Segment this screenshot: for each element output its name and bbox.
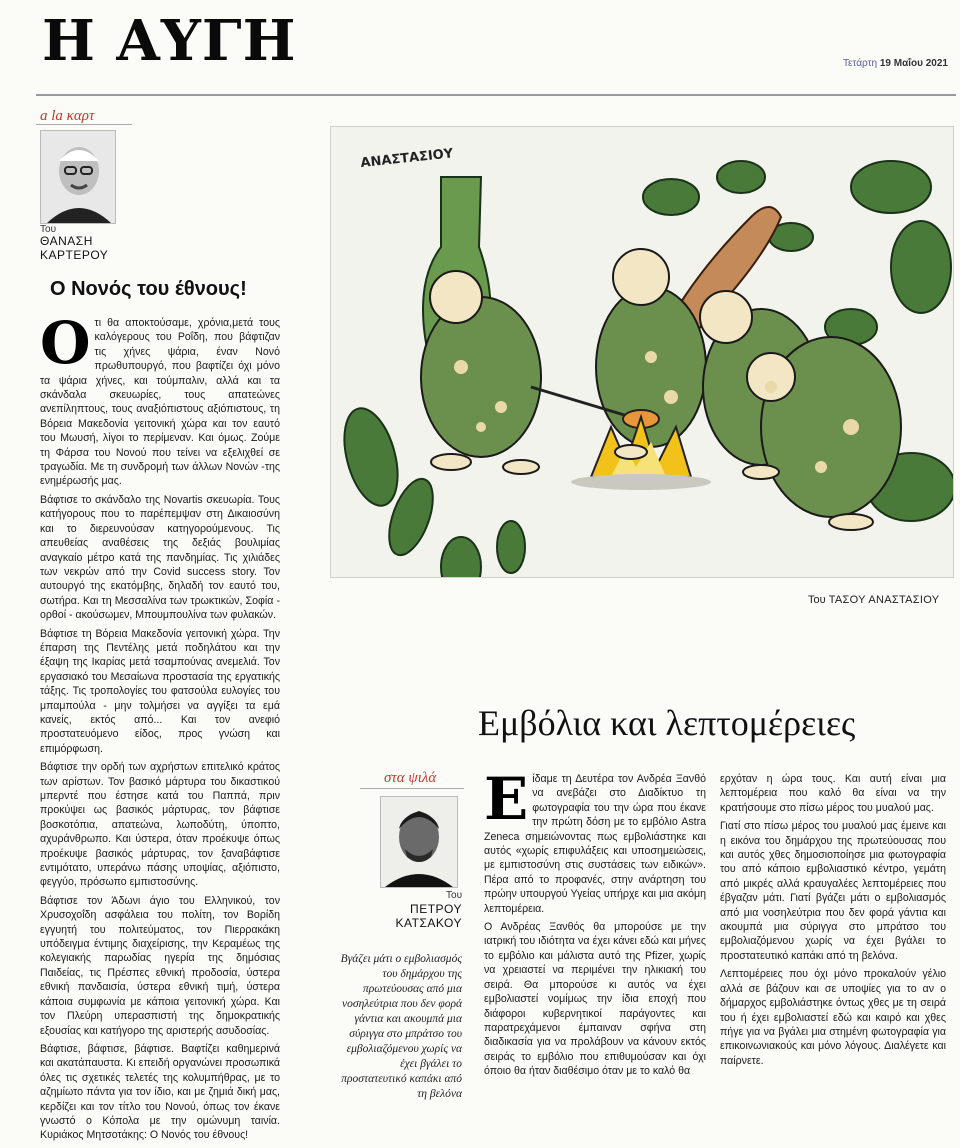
cartoon-credit-prefix: Του — [808, 594, 826, 606]
article-body-nonos — [40, 316, 280, 1146]
date-weekday: Τετάρτη — [842, 58, 878, 69]
column-rubric-a-la-carte: a la καρτ — [40, 108, 95, 124]
paragraph: Γιατί στο πίσω μέρος του μυαλού μας έμεινε και η εικόνα του δημάρχου της πρωτεύουσας που και αυτός χθες δημοσιοποίησε μια φωτογραφία του από κάποιο εμβολιαστικό κέντρο, γεμάτη από μικρές αλλά κραυγαλέες λεπτομέρειες που έβγαζαν μάτι. Γιατί βγάζει μάτι ο εμβολιασμός από μια νοσηλεύτρια που δεν φορά γάντια και ακουμπά μια σύριγγα στο μπράτσο του εμβολιαζόμενου χωρίς να έχει βγάλει το προστατευτικό καπάκι από τη βελόνα. — [720, 820, 946, 962]
author-name-line2: ΚΑΡΤΕΡΟΥ — [40, 248, 109, 262]
author-photo-karteros — [40, 130, 116, 224]
article-headline-nonos: Ο Νονός του έθνους! — [50, 278, 247, 300]
author-name-line2: ΚΑΤΣΑΚΟΥ — [395, 916, 462, 930]
date-value: 19 Μαΐου 2021 — [879, 58, 948, 69]
paragraph: Βάφτισε το σκάνδαλο της Novartis σκευωρία. Τους κατήγορους που το παρέπεμψαν στη Δικαιοσύνη και το διερευνούσαν κατηγορούμενους. Τις απευθείας αναθέσεις της δεξιάς βουλιμίας αναγκαίο μέτρο κατά της πανδημίας. Τις χιλιάδες των νεκρών από την Covid success story. Τον αυτουργό της εκατόμβης, δηλαδή τον εαυτό του, σωτήρα. Και τη Μεσσαλίνα των τρωκτικών, Σοφία - ορθοί - ακούσωμεν, Μπουμπουλίνα των φυλακών. — [40, 493, 280, 622]
author-photo-katsakos — [380, 796, 458, 888]
paragraph: ερχόταν η ώρα τους. Και αυτή είναι μια λεπτομέρεια που καλό θα είναι να την κρατήσουμε στο πίσω μέρος του μυαλού μας. — [720, 773, 946, 814]
cartoon-signature: ΑΝΑΣΤΑΣΙΟΥ — [359, 146, 454, 171]
paragraph: τι θα αποκτούσαμε, χρόνια,μετά τους καλόγερους του Ροΐδη, που βάφτιζαν τις χήνες ψάρια, έναν Νονό πρωθυπουργό, που βαφτίζει όχι μόνο τα ψάρια χήνες, και τούμπαλιν, αλλά και τα σκάνδαλα σκευωρίες, τους απατεώνες ανεπίληπτους, τους αναξιόπιστους αξιόπιστους, τη Βόρεια Μακεδονία γειτονική χώρα και τον εαυτό του Μωυσή, λίγοι το περίμεναν. Και όμως. Ζούμε τη Φάρσα του Νονού που τείνει να εξελιχθεί σε τραγωδία. Με τη συνδρομή των άλλων Νονών -της ενημέρωσής μας. — [40, 317, 280, 488]
cartoon-illustration — [331, 127, 953, 577]
paragraph: Βάφτισε, βάφτισε, βάφτισε. Βαφτίζει καθημερινά και ακατάπαυστα. Κι επειδή οργανώνει προσωπικά όλες τις σχετικές τελετές της κολυμπήθρας, με το αζημίωτο πάντα για τον ίδιο, και με ζημιά δική μας, κερδίζει και τον τίτλο του Νονού, όπως τον έκανε γνωστό ο Κόπολα με την ομώνυμη ταινία. Κυριάκος Μητσοτάκης: Ο Νονός του έθνους! — [40, 1042, 280, 1142]
paragraph: Βάφτισε τον Άδωνι άγιο του Ελληνικού, τον Χρυσοχοΐδη ασφάλεια του πολίτη, τον Βορίδη εγγυητή του πολιτεύματος, τον Πιερρακάκη υπόδειγμα έντιμης διαχείρισης, την Κεραμέως της κολεγιακής παρωδίας ηγερία της δημόσιας Παιδείας, τις Πρέσπες εθνική προδοσία, ύστερα εθνική πανδαισία, ύστερα εθνική τιμή, ύστερα κάποια συμφωνία με κάποια γειτονική χώρα. Και τον Πλεύρη υπερασπιστή της δημοκρατικής εξουσίας και κατήγορο της αριστερής ασυδοσίας. — [40, 894, 280, 1037]
paragraph: Βάφτισε την ορδή των αχρήστων επιτελικό κράτος των αρίστων. Τον βασικό μάρτυρα του δικαστικού μπερντέ που έστησε κατά του Παππά, πριν προκύψει ως βασικός μάρτυρας, τον βάφτισε βοσκοτόπια, απατεώνα, λωποδύτη, ύποπτο, αχυράνθρωπο. Και ύστερα, όταν προέκυψε όπως προέκυψε βασικός μάρτυρας, τον ξαναβάφτισε εντιμότατο, υπεράνω πάσης υποψίας, αξιόπιστο, φεγγύο, πρόσωπο εμπιστοσύνης. — [40, 761, 280, 889]
masthead-divider — [36, 94, 956, 96]
issue-date — [843, 58, 948, 69]
cartoon-credit — [808, 594, 939, 606]
rubric-rule — [360, 788, 464, 789]
byline-prefix: Του — [446, 890, 463, 901]
byline-prefix: Του — [40, 224, 57, 235]
editorial-cartoon — [330, 126, 954, 578]
author-name-line1: ΘΑΝΑΣΗ — [40, 234, 93, 248]
newspaper-masthead: Η ΑΥΓΗ — [42, 8, 297, 74]
paragraph: Βάφτισε τη Βόρεια Μακεδονία γειτονική χώρα. Την έπαρση της Πεντέλης μετά ποδηλάτου και την έξαψη της Ικαρίας μετά τσαμπούνας ανεμελιά. Τον εργασιακό του Μεσαίωνα προστασία της εργατικής τάξης. Τις τροπολογίες του φατσούλα ευλογίες του μπαμπούλα - μην τολμήσει να αγγίξει τα εμά κανείς, εκτός από... Και τον ανεφιό προστατευόμενο είδος, προς γνώση και επιμόρφωση. — [40, 627, 280, 755]
author-name-line1: ΠΕΤΡΟΥ — [410, 902, 462, 916]
rubric-rule — [36, 124, 132, 125]
cartoon-credit-name: ΤΑΣΟΥ ΑΝΑΣΤΑΣΙΟΥ — [828, 594, 940, 606]
article-body-emvolia-col2 — [720, 772, 946, 1144]
dropcap-letter: Ο — [40, 316, 91, 377]
pull-quote: Βγάζει μάτι ο εμβολιασμός του δημάρχου της πρωτεύουσας από μια νοσηλεύτρια που δεν φορά γάντια και ακουμπά μια σύριγγα στο μπράτσο του εμβολιαζόμενου χωρίς να έχει βγάλει το προστατευτικό καπάκι από τη βελόνα — [340, 953, 462, 1100]
paragraph: Λεπτομέρειες που όχι μόνο προκαλούν γέλιο αλλά σε βάζουν και σε υποψίες για το αν ο δήμαρχος εμβολιάστηκε όντως χθες με τη σειρά του ή έχει εμβολιαστεί εδώ και καιρό και χθες πήγε για να βγάλει μια στημένη φωτογραφία για επικοινωνιακούς και μόνο λόγους. Διαλέγετε και παίρνετε. — [720, 968, 946, 1067]
paragraph: Ο Ανδρέας Ξανθός θα μπορούσε με την ιατρική του ιδιότητα να έχει κάνει εδώ και μήνες το εμβόλιο και μάλιστα αυτό της Pfizer, χωρίς να χρειαστεί να περιμένει την ηλικιακή του σειρά. Θα μπορούσε κι αυτός να έχει εμβολιαστεί νομίμως την ίδια εποχή που διάφοροι κυβερνητικοί παράγοντες και παρατρεχάμενοι έμπαιναν σφήνα στη διαδικασία για να προλάβουν να κάνουν εκτός σειράς το εμβόλιο που επιθυμούσαν και όχι όποιο θα ήταν διαθέσιμο όταν με το καλό θα — [484, 921, 706, 1078]
column-rubric-sta-psila: στα ψιλά — [384, 770, 437, 786]
dropcap-letter: Ε — [484, 772, 529, 833]
article-headline-emvolia: Εμβόλια και λεπτομέρειες — [478, 703, 856, 743]
article-body-emvolia-col1 — [484, 772, 706, 1144]
paragraph: ίδαμε τη Δευτέρα τον Ανδρέα Ξανθό να ανεβάζει στο Διαδίκτυο τη φωτογραφία του την ώρα που έκανε την πρώτη δόση με το εμβόλιο Astra Zeneca σημειώνοντας πως εμβολιάστηκε και αυτός «χωρίς επιφυλάξεις και υποσημειώσεις, με εμπιστοσύνη στις συστάσεις των ειδικών». Πέρα από το προφανές, στην ανάρτηση του πρώην υπουργού Υγείας υπήρχε και μια ακόμη λεπτομέρεια. — [484, 773, 706, 915]
